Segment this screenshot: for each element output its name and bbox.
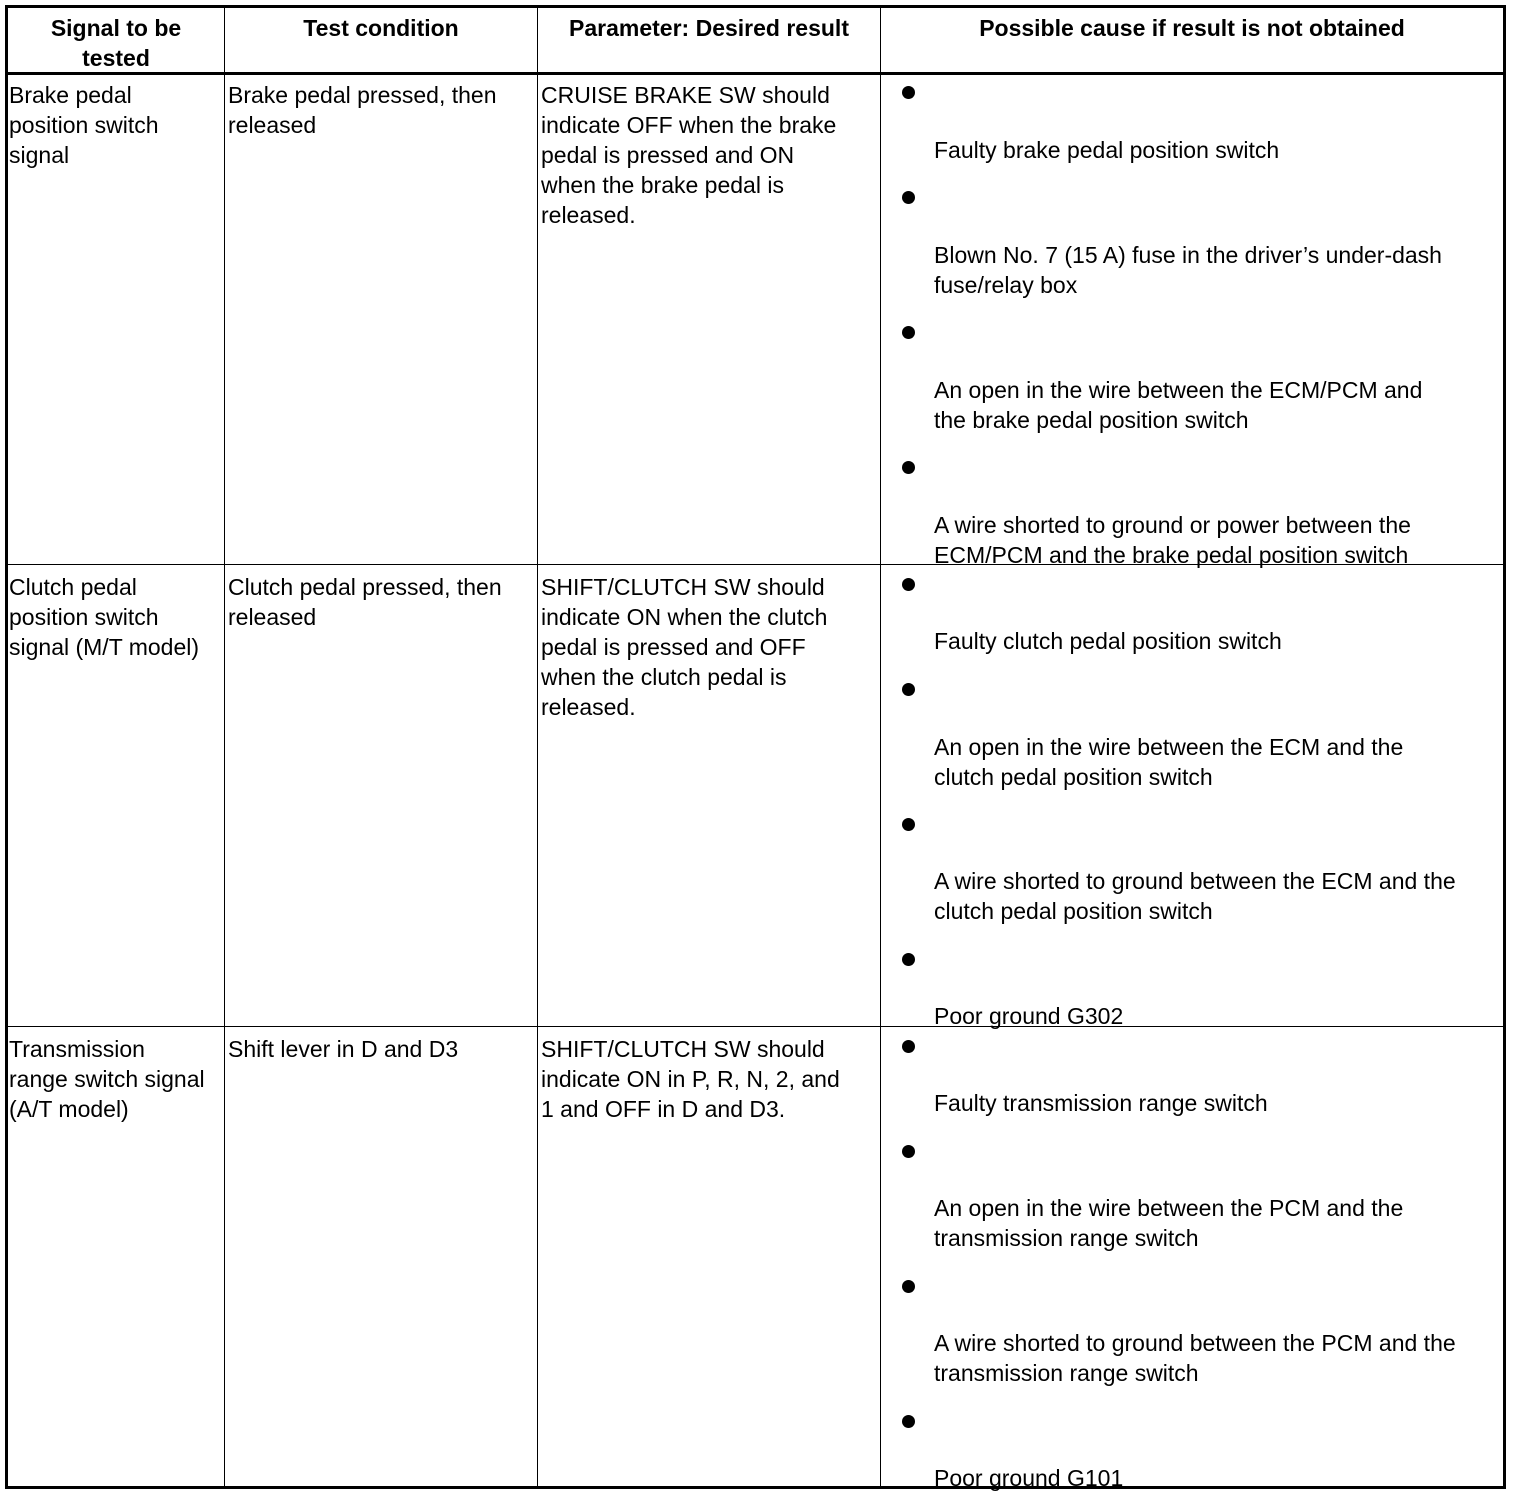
bullet-icon — [902, 953, 915, 966]
cause-text: A wire shorted to ground or power between the ECM/PCM and the brake pedal position switch — [934, 512, 1411, 568]
signal-cell: Clutch pedal position switch signal (M/T model) — [9, 574, 200, 660]
diagnostic-table — [5, 5, 1506, 1489]
cause-text: An open in the wire between the PCM and the transmission range switch — [934, 1195, 1404, 1251]
parameter-cell: CRUISE BRAKE SW should indicate OFF when the brake pedal is pressed and ON when the brake pedal is released. — [541, 82, 837, 228]
bullet-icon — [902, 86, 915, 99]
cause-text: An open in the wire between the ECM and the clutch pedal position switch — [934, 734, 1404, 790]
cause-text: A wire shorted to ground between the PCM and the transmission range switch — [934, 1330, 1456, 1386]
header-parameter: Parameter: Desired result — [569, 15, 849, 41]
cause-text: Poor ground G101 — [934, 1465, 1124, 1491]
signal-cell: Transmission range switch signal (A/T model) — [9, 1036, 205, 1122]
bullet-icon — [902, 1415, 915, 1428]
column-divider — [537, 8, 538, 1486]
bullet-icon — [902, 326, 915, 339]
bullet-icon — [902, 1040, 915, 1053]
column-divider — [880, 8, 881, 1486]
parameter-cell: SHIFT/CLUTCH SW should indicate ON when the clutch pedal is pressed and OFF when the clutch pedal is released. — [541, 574, 828, 720]
row-divider — [8, 1026, 1503, 1027]
parameter-cell: SHIFT/CLUTCH SW should indicate ON in P, R, N, 2, and 1 and OFF in D and D3. — [541, 1036, 840, 1122]
header-possible-cause: Possible cause if result is not obtained — [979, 15, 1405, 41]
cause-text: Poor ground G302 — [934, 1003, 1124, 1029]
cause-text: Faulty brake pedal position switch — [934, 137, 1280, 163]
cause-text: An open in the wire between the ECM/PCM and the brake pedal position switch — [934, 377, 1423, 433]
bullet-icon — [902, 1145, 915, 1158]
bullet-icon — [902, 461, 915, 474]
header-test-condition: Test condition — [303, 15, 459, 41]
bullet-icon — [902, 578, 915, 591]
cause-text: A wire shorted to ground between the ECM and the clutch pedal position switch — [934, 868, 1456, 924]
cause-text: Faulty clutch pedal position switch — [934, 628, 1282, 654]
test-condition-cell: Clutch pedal pressed, then released — [228, 574, 502, 630]
bullet-icon — [902, 191, 915, 204]
header-divider — [8, 72, 1503, 75]
test-condition-cell: Brake pedal pressed, then released — [228, 82, 497, 138]
header-signal: Signal to be tested — [50, 15, 182, 71]
cause-text: Faulty transmission range switch — [934, 1090, 1268, 1116]
test-condition-cell: Shift lever in D and D3 — [228, 1036, 459, 1062]
column-divider — [224, 8, 225, 1486]
bullet-icon — [902, 1280, 915, 1293]
signal-cell: Brake pedal position switch signal — [9, 82, 159, 168]
bullet-icon — [902, 683, 915, 696]
bullet-icon — [902, 818, 915, 831]
cause-text: Blown No. 7 (15 A) fuse in the driver’s under-dash fuse/relay box — [934, 242, 1442, 298]
